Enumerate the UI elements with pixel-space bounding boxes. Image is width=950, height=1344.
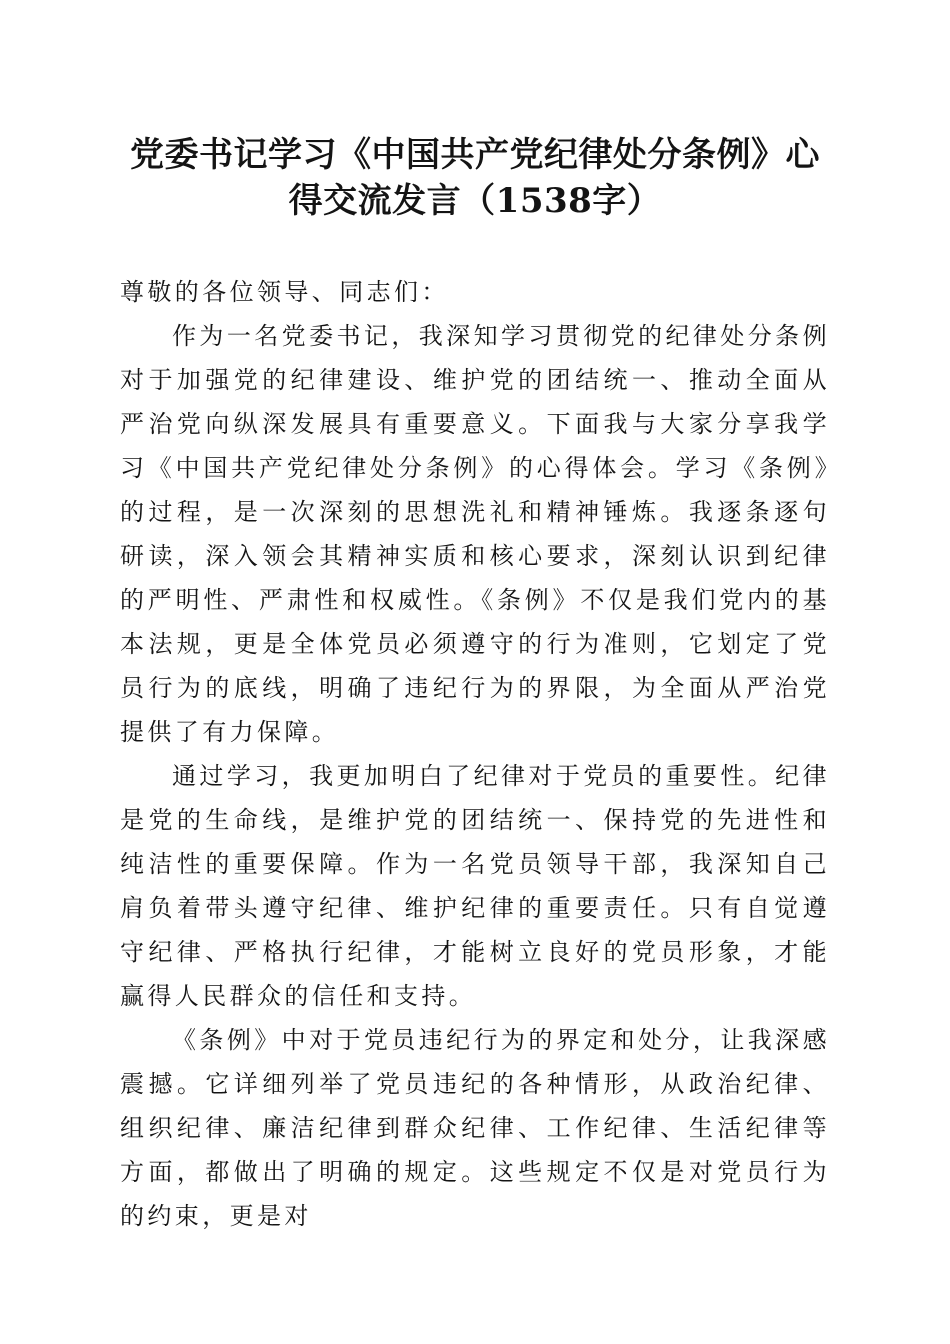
document-title (120, 132, 830, 224)
paragraph-3: 《条例》中对于党员违纪行为的界定和处分，让我深感震撼。它详细列举了党员违纪的各种情形，从政治纪律、组织纪律、廉洁纪律到群众纪律、工作纪律、生活纪律等方面，都做出了明确的规定。这些规定不仅是对党员行为的约束，更是对 (120, 1026, 830, 1230)
paragraph-1: 作为一名党委书记，我深知学习贯彻党的纪律处分条例对于加强党的纪律建设、维护党的团结统一、推动全面从严治党向纵深发展具有重要意义。下面我与大家分享我学习《中国共产党纪律处分条例》的心得体会。学习《条例》的过程，是一次深刻的思想洗礼和精神锤炼。我逐条逐句研读，深入领会其精神实质和核心要求，深刻认识到纪律的严明性、严肃性和权威性。《条例》不仅是我们党内的基本法规，更是全体党员必须遵守的行为准则，它划定了党员行为的底线，明确了违纪行为的界限，为全面从严治党提供了有力保障。 (120, 322, 830, 746)
title-line-1: 党委书记学习《中国共产党纪律处分条例》心 (130, 135, 820, 175)
title-line-2: 得交流发言（1538字） (288, 181, 662, 221)
document-body (120, 270, 830, 1238)
salutation: 尊敬的各位领导、同志们： (120, 278, 449, 306)
paragraph-2: 通过学习，我更加明白了纪律对于党员的重要性。纪律是党的生命线，是维护党的团结统一、保持党的先进性和纯洁性的重要保障。作为一名党员领导干部，我深知自己肩负着带头遵守纪律、维护纪律的重要责任。只有自觉遵守纪律、严格执行纪律，才能树立良好的党员形象，才能赢得人民群众的信任和支持。 (120, 762, 830, 1010)
